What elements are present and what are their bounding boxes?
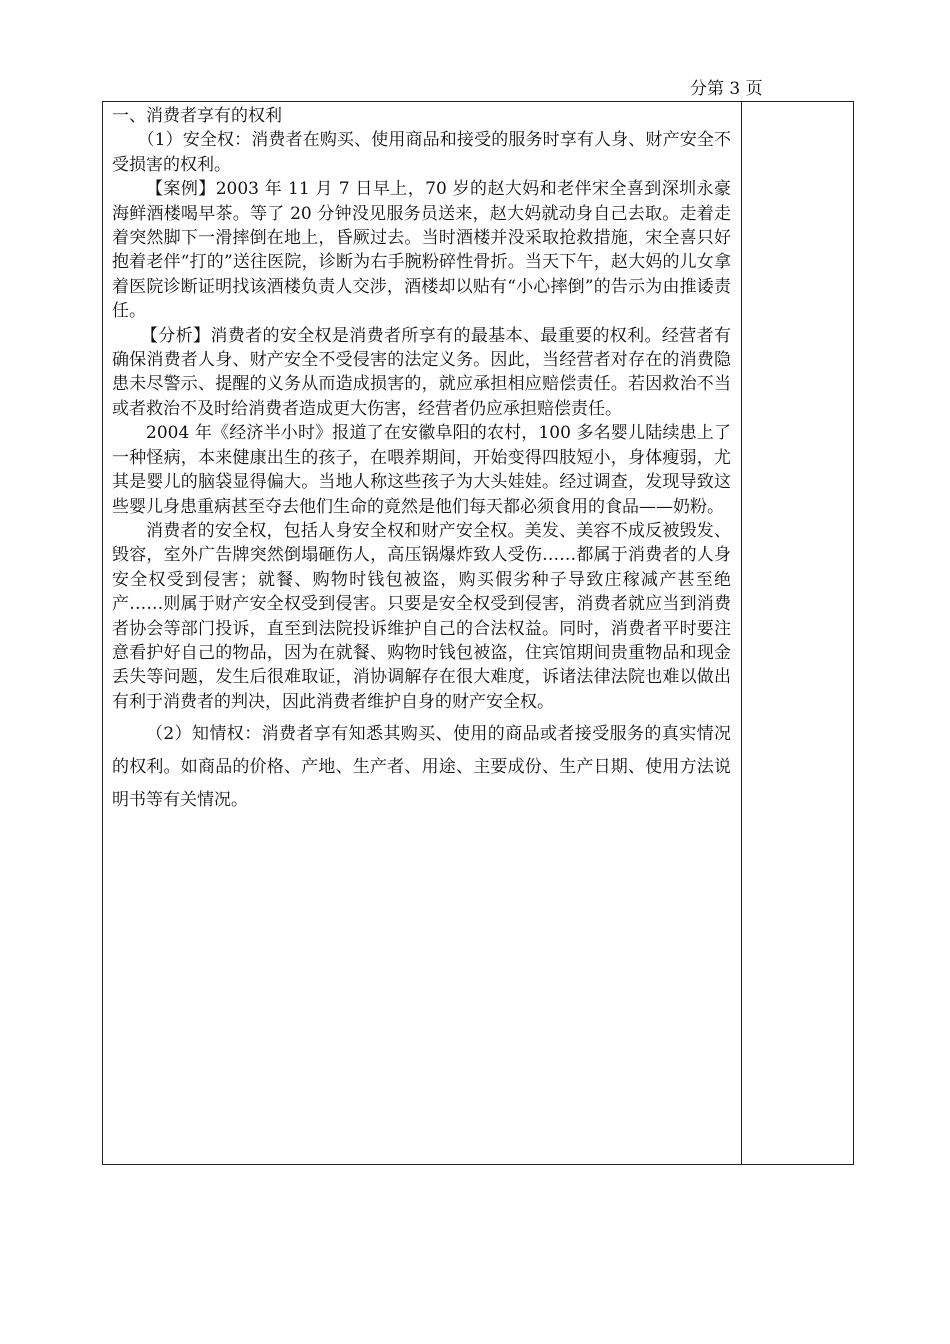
milk-powder-paragraph: 2004 年《经济半小时》报道了在安徽阜阳的农村，100 多名婴儿陆续患上了一种怪病，本来健康出生的孩子，在喂养期间，开始变得四肢短小，身体瘦弱，尤其是婴儿的脑袋显得偏大。当地人称这些孩子为大头娃娃。经过调查，发现导致这些婴儿身患重病甚至夺去他们生命的竟然是他们每天都必须食用的食品——奶粉。 — [112, 423, 731, 517]
right-to-know-paragraph: （2）知情权：消费者享有知悉其购买、使用的商品或者接受服务的真实情况的权利。如商品的价格、产地、生产者、用途、主要成份、生产日期、使用方法说明书等有关情况。 — [112, 724, 731, 811]
page-number-label: 分第 3 页 — [690, 79, 763, 99]
safety-scope-paragraph: 消费者的安全权，包括人身安全权和财产安全权。美发、美容不成反被毁发、毁容，室外广告牌突然倒塌砸伤人，高压锅爆炸致人受伤……都属于消费者的人身安全权受到侵害；就餐、购物时钱包被盗，购买假劣种子导致庄稼减产甚至绝产……则属于财产安全权受到侵害。只要是安全权受到侵害，消费者就应当到消费者协会等部门投诉，直至到法院投诉维护自己的合法权益。同时，消费者平时要注意看护好自己的物品，因为在就餐、购物时钱包被盗，住宾馆期间贵重物品和现金丢失等问题，发生后很难取证，消协调解存在很大难度，诉诸法律法院也难以做出有利于消费者的判决，因此消费者维护自身的财产安全权。 — [112, 520, 731, 712]
analysis-paragraph: 【分析】消费者的安全权是消费者所享有的最基本、最重要的权利。经营者有确保消费者人身、财产安全不受侵害的法定义务。因此，当经营者对存在的消费隐患未尽警示、提醒的义务从而造成损害的，就应承担相应赔偿责任。若因救治不当或者救治不及时给消费者造成更大伤害，经营者仍应承担赔偿责任。 — [112, 325, 731, 419]
notes-cell — [742, 102, 853, 1164]
case-paragraph: 【案例】2003 年 11 月 7 日早上，70 岁的赵大妈和老伴宋全喜到深圳永豪海鲜酒楼喝早茶。等了 20 分钟没见服务员送来，赵大妈就动身自己去取。走着走着突然脚下一滑摔倒在地上，昏厥过去。当时酒楼并没采取抢救措施，宋全喜只好抱着老伴“打的”送往医院，诊断为右手腕粉碎性骨折。当天下午，赵大妈的儿女拿着医院诊断证明找该酒楼负责人交涉，酒楼却以贴有“小心摔倒”的告示为由推诿责任。 — [112, 179, 731, 322]
document-table — [102, 101, 854, 1165]
main-text-cell — [112, 104, 731, 817]
safety-right-paragraph: （1）安全权：消费者在购买、使用商品和接受的服务时享有人身、财产安全不受损害的权利。 — [112, 130, 731, 175]
section-heading: 一、消费者享有的权利 — [112, 106, 282, 126]
